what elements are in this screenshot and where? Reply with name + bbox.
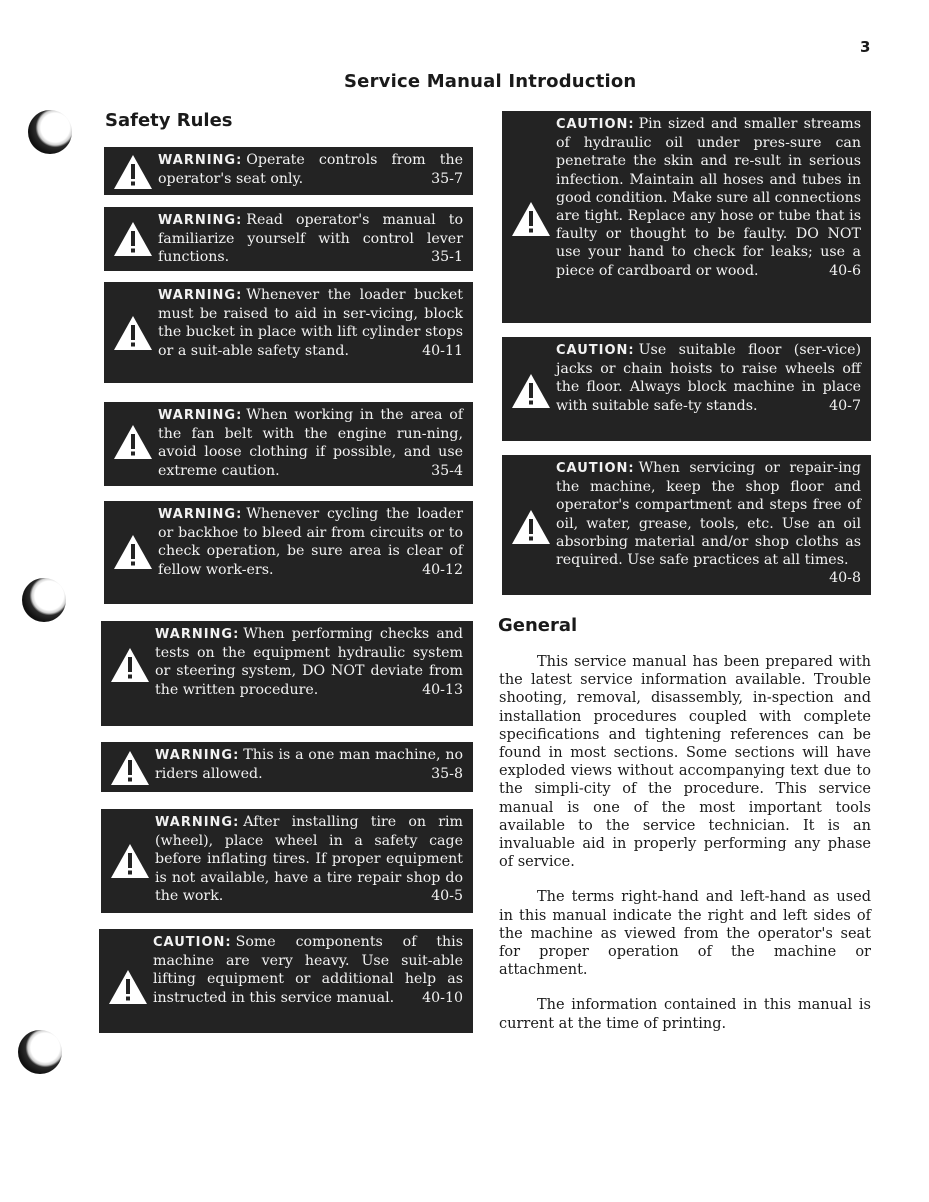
box-code: 40-8 — [829, 570, 861, 587]
warning-box-read-manual — [104, 207, 473, 271]
page-title: Service Manual Introduction — [344, 71, 637, 92]
box-code: 35-1 — [431, 249, 463, 266]
box-code: 40-6 — [829, 262, 861, 279]
box-text: After installing tire on rim (wheel), place wheel in a safety cage before inflating tires. If proper equipment is not available, have a tire repair shop do the work. — [155, 814, 463, 904]
warning-triangle-icon — [113, 315, 153, 351]
box-tag: CAUTION: — [556, 461, 635, 476]
general-body — [499, 653, 871, 1050]
warning-triangle-icon — [113, 154, 153, 190]
box-text: Whenever cycling the loader or backhoe to bleed air from circuits or to check operation, be sure area is clear of fellow work-ers. — [158, 506, 463, 578]
punch-hole-top — [28, 110, 72, 154]
box-tag: WARNING: — [158, 213, 243, 228]
warning-box-operate-controls — [104, 147, 473, 195]
page-number: 3 — [860, 38, 871, 56]
box-text: When performing checks and tests on the equipment hydraulic system or steering system, DO NOT deviate from the written procedure. — [155, 626, 463, 698]
box-code: 40-11 — [422, 342, 463, 359]
punch-hole-middle — [22, 578, 66, 622]
box-text: Use suitable floor (ser-vice) jacks or chain hoists to raise wheels off the floor. Always block machine in place with suitable safe-ty stands. — [556, 342, 861, 414]
box-code: 40-12 — [422, 561, 463, 578]
warning-triangle-icon — [511, 201, 551, 237]
warning-box-hydraulic-checks — [101, 621, 473, 726]
warning-box-fan-belt — [104, 402, 473, 486]
box-text: This is a one man machine, no riders allowed. — [155, 747, 463, 783]
general-heading: General — [498, 615, 578, 636]
caution-box-hydraulic-oil — [502, 111, 871, 323]
warning-box-loader-bucket — [104, 282, 473, 383]
warning-triangle-icon — [113, 221, 153, 257]
safety-rules-heading: Safety Rules — [105, 110, 233, 131]
box-code: 35-4 — [431, 462, 463, 479]
box-tag: WARNING: — [158, 507, 243, 522]
box-text: Some components of this machine are very heavy. Use suit-able lifting equipment or additional help as instructed in this service manual. — [153, 934, 463, 1006]
punch-hole-bottom — [18, 1030, 62, 1074]
box-tag: WARNING: — [155, 815, 240, 830]
box-tag: CAUTION: — [556, 117, 635, 132]
box-tag: WARNING: — [155, 627, 240, 642]
box-tag: CAUTION: — [556, 343, 635, 358]
general-paragraph-3: The information contained in this manual is current at the time of printing. — [499, 997, 871, 1032]
box-code: 40-5 — [431, 887, 463, 904]
caution-box-heavy-components — [99, 929, 473, 1033]
warning-box-tire-installation — [101, 809, 473, 913]
box-code: 35-8 — [431, 766, 463, 783]
box-tag: WARNING: — [158, 408, 243, 423]
box-text: Pin sized and smaller streams of hydraulic oil under pres-sure can penetrate the skin and re-sult in serious infection. Maintain all hoses and tubes in good condition. Make sure all connections are tight. Replace any hose or tube that is faulty or thought to be faulty. DO NOT use your hand to check for leaks; use a piece of cardboard or wood. — [556, 116, 861, 279]
general-paragraph-2: The terms right-hand and left-hand as used in this manual indicate the right and left sides of the machine as viewed from the operator's seat for proper operation of the machine or attachment. — [499, 889, 871, 979]
warning-triangle-icon — [113, 424, 153, 460]
warning-triangle-icon — [511, 373, 551, 409]
box-tag: CAUTION: — [153, 935, 232, 950]
box-code: 40-7 — [829, 397, 861, 414]
warning-triangle-icon — [110, 750, 150, 786]
warning-triangle-icon — [108, 969, 148, 1005]
box-tag: WARNING: — [155, 748, 240, 763]
box-text: Read operator's manual to familiarize yourself with control lever functions. — [158, 212, 463, 266]
warning-triangle-icon — [110, 647, 150, 683]
box-text: Whenever the loader bucket must be raised to aid in ser-vicing, block the bucket in place with lift cylinder stops or a suit-able safety stand. — [158, 287, 463, 359]
box-tag: WARNING: — [158, 288, 243, 303]
caution-box-shop-floor — [502, 455, 871, 595]
general-paragraph-1: This service manual has been prepared with the latest service information available. Trouble shooting, removal, disassembly, in-spection and installation procedures coupled with complete specifications and tightening references can be found in most sections. Some sections will have exploded views without accompanying text due to the simpli-city of the procedure. This service manual is one of the most important tools available to the service technician. It is an invaluable aid in properly performing any phase of service. — [499, 654, 871, 871]
box-text: When servicing or repair-ing the machine, keep the shop floor and operator's compartment and steps free of oil, water, grease, tools, etc. Use an oil absorbing material and/or shop cloths as required. Use safe practices at all times. — [556, 460, 861, 569]
warning-triangle-icon — [113, 534, 153, 570]
warning-triangle-icon — [110, 843, 150, 879]
warning-box-one-man-machine — [101, 742, 473, 792]
box-text: When working in the area of the fan belt with the engine run-ning, avoid loose clothing if possible, and use extreme caution. — [158, 407, 463, 479]
box-text: Operate controls from the operator's seat only. — [158, 152, 463, 188]
caution-box-floor-jacks — [502, 337, 871, 441]
warning-box-cycling-loader — [104, 501, 473, 604]
box-code: 40-10 — [422, 989, 463, 1006]
box-tag: WARNING: — [158, 153, 243, 168]
box-code: 35-7 — [431, 171, 463, 188]
warning-triangle-icon — [511, 509, 551, 545]
box-code: 40-13 — [422, 681, 463, 698]
